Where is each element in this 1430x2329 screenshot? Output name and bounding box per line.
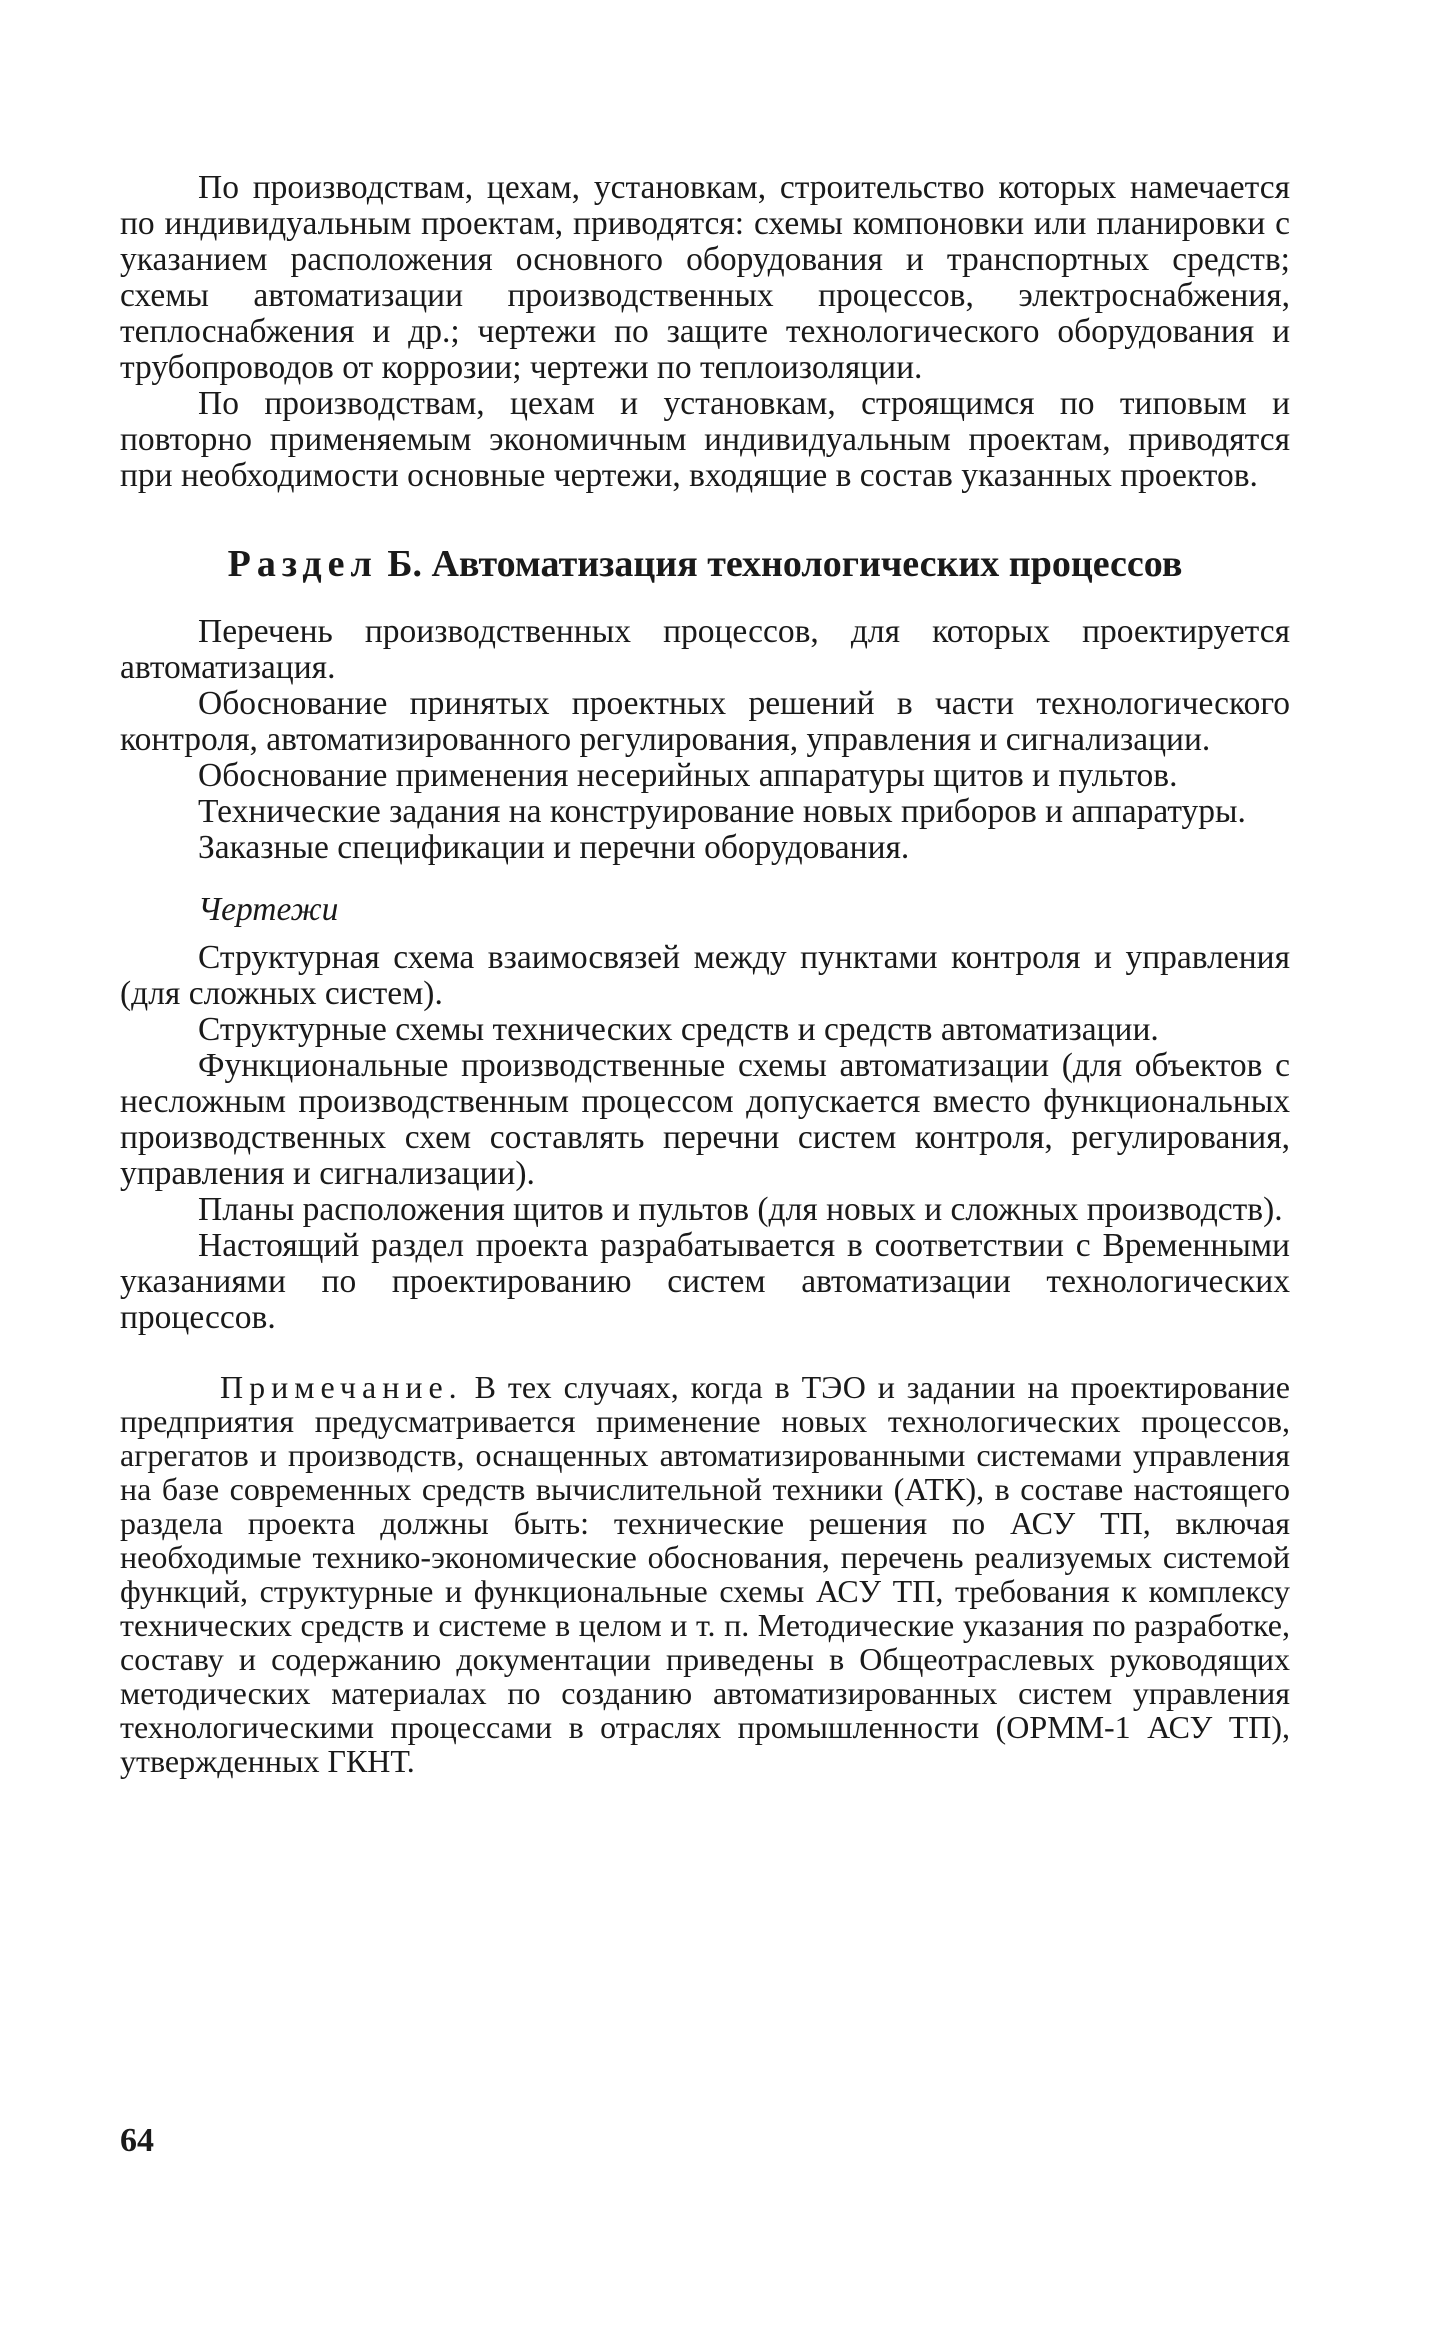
paragraph-justification: Обоснование принятых проектных решений в части технологического контроля, автоматизированного регулирования, управления и сигнализации. (120, 685, 1290, 758)
paragraph-structural-schemes-means: Структурные схемы технических средств и средств автоматизации. (198, 1011, 1159, 1048)
drawings-heading: Чертежи (198, 891, 339, 928)
note-label: Примечание. (220, 1369, 463, 1405)
paragraph-nonserial-equipment: Обоснование применения несерийных аппаратуры щитов и пультов. (198, 757, 1178, 794)
paragraph-specifications: Заказные спецификации и перечни оборудования. (198, 829, 910, 866)
paragraph-panel-plans: Планы расположения щитов и пультов (для новых и сложных производств). (198, 1191, 1283, 1228)
paragraph-technical-tasks: Технические задания на конструирование новых приборов и аппаратуры. (198, 793, 1246, 830)
paragraph-individual-projects: По производствам, цехам, установкам, строительство которых намечается по индивидуальным проектам, приводятся: схемы компоновки или планировки с указанием расположения основного оборудования и транспортных средств; схемы автоматизации производственных процессов, электроснабжения, теплоснабжения и др.; чертежи по защите технологического оборудования и трубопроводов от коррозии; чертежи по теплоизоляции. (120, 169, 1290, 386)
section-title (120, 542, 1290, 586)
note-paragraph (120, 1370, 1290, 1778)
page-number: 64 (120, 2122, 154, 2159)
section-label: Раздел (227, 543, 378, 585)
paragraph-typical-projects: По производствам, цехам и установкам, строящимся по типовым и повторно применяемым экономичным индивидуальным проектам, приводятся при необходимости основные чертежи, входящие в состав указанных проектов. (120, 385, 1290, 494)
note-text: В тех случаях, когда в ТЭО и задании на проектирование предприятия предусматривается применение новых технологических процессов, агрегатов и производств, оснащенных автоматизированными системами управления на базе современных средств вычислительной техники (АТК), в составе настоящего раздела проекта должны быть: технические решения по АСУ ТП, включая необходимые технико-экономические обоснования, перечень реализуемых системой функций, структурные и функциональные схемы АСУ ТП, требования к комплексу технических средств и системе в целом и т. п. Методические указания по разработке, составу и содержанию документации приведены в Общеотраслевых руководящих методических материалах по созданию автоматизированных систем управления технологическими процессами в отраслях промышленности (ОРММ-1 АСУ ТП), утвержденных ГКНТ. (120, 1369, 1291, 1779)
paragraph-functional-schemes: Функциональные производственные схемы автоматизации (для объектов с несложным производственным процессом допускается вместо функциональных производственных схем составлять перечни систем контроля, регулирования, управления и сигнализации). (120, 1047, 1290, 1192)
page-body (120, 170, 1290, 1778)
section-title-text: Б. Автоматизация технологических процессов (387, 543, 1183, 585)
paragraph-process-list: Перечень производственных процессов, для которых проектируется автоматизация. (120, 613, 1290, 686)
paragraph-structural-scheme: Структурная схема взаимосвязей между пунктами контроля и управления (для сложных систем). (120, 939, 1290, 1012)
paragraph-section-developed: Настоящий раздел проекта разрабатывается в соответствии с Временными указаниями по проектированию систем автоматизации технологических процессов. (120, 1227, 1290, 1336)
